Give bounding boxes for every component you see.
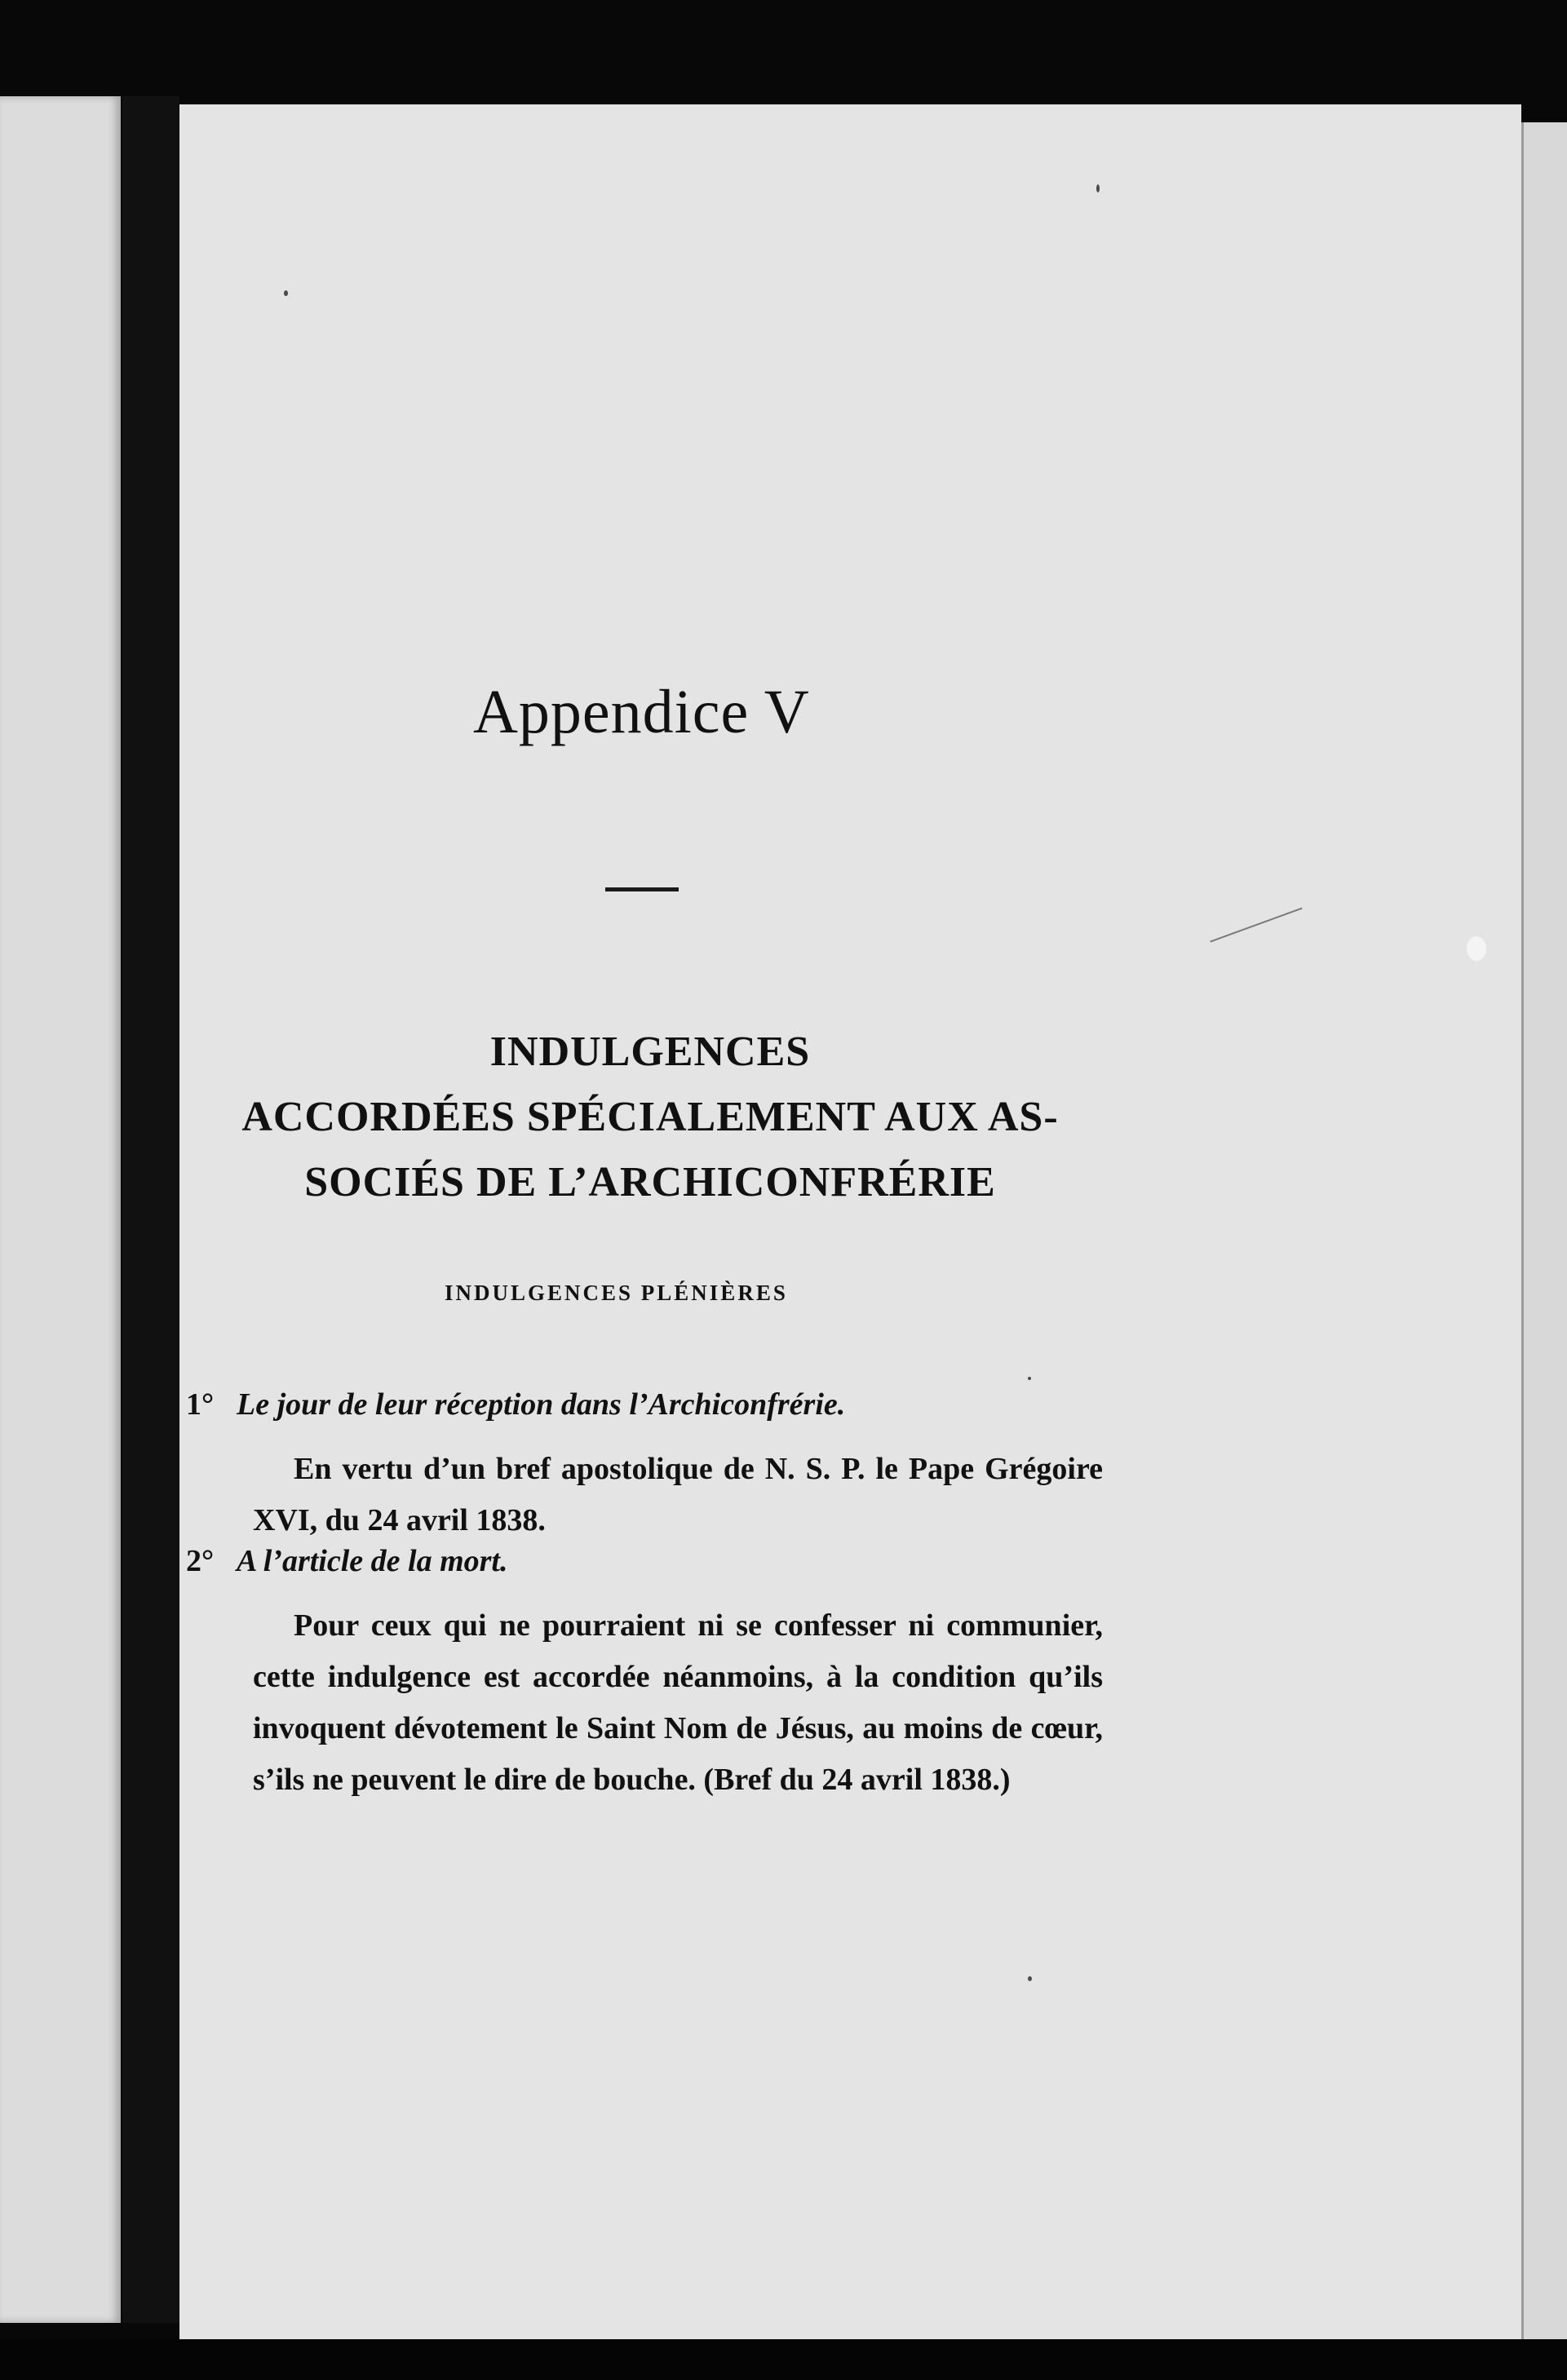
section-title-line: ACCORDÉES SPÉCIALEMENT AUX AS- xyxy=(241,1094,1059,1140)
subsection-title: INDULGENCES PLÉNIÈRES xyxy=(445,1281,788,1305)
item-number: 2° xyxy=(186,1544,215,1578)
section-title-line: INDULGENCES xyxy=(489,1029,811,1075)
section-title xyxy=(189,1020,1111,1215)
item-paragraph: Pour ceux qui ne pourraient ni se confesser ni communier, cette indulgence est accordée néanmoins, à la condition qu’ils invoquent dévotement le Saint Nom de Jésus, au moins de cœur, s’ils ne peuvent le dire de bouche. (Bref du 24 avril 1838.) xyxy=(253,1608,1103,1797)
item-heading xyxy=(186,1543,507,1579)
item-heading xyxy=(186,1387,845,1422)
item-heading-text: Le jour de leur réception dans l’Archiconfrérie. xyxy=(237,1387,846,1422)
item-paragraph: En vertu d’un bref apostolique de N. S. P. le Pape Grégoire XVI, du 24 avril 1838. xyxy=(253,1452,1103,1537)
appendix-title: Appendice V xyxy=(473,678,810,746)
title-divider xyxy=(605,887,679,891)
section-title-line: SOCIÉS DE L’ARCHICONFRÉRIE xyxy=(304,1159,996,1205)
item-heading-text: A l’article de la mort. xyxy=(237,1544,508,1578)
item-number: 1° xyxy=(186,1387,215,1422)
